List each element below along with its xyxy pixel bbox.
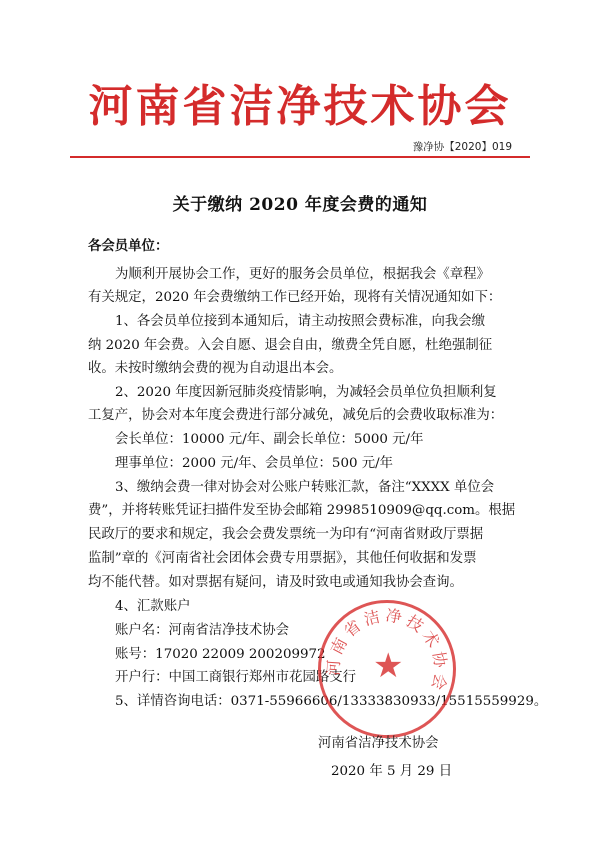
paragraph-line: 3、缴纳会费一律对协会对公账户转账汇款，备注“XXXX 单位会 bbox=[115, 480, 495, 495]
official-seal bbox=[318, 600, 456, 738]
paragraph-line: 1、各会员单位接到本通知后，请主动按照会费标准，向我会缴 bbox=[115, 314, 486, 329]
contact-phone: 5、详情咨询电话：0371-55966606/13333830933/15515559929。 bbox=[115, 694, 548, 709]
letterhead-divider bbox=[70, 156, 530, 158]
paragraph-line: 民政厅的要求和规定，我会会费发票统一为印有“河南省财政厅票据 bbox=[88, 527, 484, 542]
paragraph-line: 费”，并将转账凭证扫描件发至协会邮箱 2998510909@qq.com。根据 bbox=[88, 503, 516, 518]
fee-line: 会长单位：10000 元/年、副会长单位：5000 元/年 bbox=[115, 432, 424, 447]
section-heading: 4、汇款账户 bbox=[115, 599, 191, 614]
document-number: 豫净协【2020】019 bbox=[412, 141, 512, 153]
signature-organization: 河南省洁净技术协会 bbox=[318, 736, 439, 751]
paragraph-line: 纳 2020 年会费。入会自愿、退会自由，缴费全凭自愿，杜绝强制征 bbox=[88, 338, 493, 353]
account-bank: 开户行：中国工商银行郑州市花园路支行 bbox=[115, 670, 357, 685]
account-number: 账号：17020 22009 200209972 bbox=[115, 647, 326, 662]
paragraph-line: 2、2020 年度因新冠肺炎疫情影响，为减轻会员单位负担顺利复 bbox=[115, 385, 497, 400]
signature-date: 2020 年 5 月 29 日 bbox=[331, 764, 453, 779]
account-name: 账户名：河南省洁净技术协会 bbox=[115, 623, 290, 638]
paragraph-line: 收。未按时缴纳会费的视为自动退出本会。 bbox=[88, 361, 343, 376]
fee-line: 理事单位：2000 元/年、会员单位：500 元/年 bbox=[115, 456, 394, 471]
notice-title: 关于缴纳 2020 年度会费的通知 bbox=[172, 195, 428, 215]
paragraph-line: 均不能代替。如对票据有疑问，请及时致电或通知我协会查询。 bbox=[88, 575, 463, 590]
svg-text:河南省洁净技术协会: 河南省洁净技术协会 bbox=[323, 605, 451, 696]
salutation: 各会员单位： bbox=[88, 238, 169, 254]
letterhead-organization: 河南省洁净技术协会 bbox=[88, 81, 512, 132]
paragraph-line: 工复产，协会对本年度会费进行部分减免，减免后的会费收取标准为： bbox=[88, 408, 504, 423]
paragraph-line: 为顺利开展协会工作，更好的服务会员单位，根据我会《章程》 bbox=[115, 267, 490, 282]
paragraph-line: 有关规定，2020 年会费缴纳工作已经开始，现将有关情况通知如下： bbox=[88, 290, 502, 305]
paragraph-line: 监制”章的《河南省社会团体会费专用票据》，其他任何收据和发票 bbox=[88, 551, 477, 566]
star-icon: ★ bbox=[373, 646, 404, 686]
